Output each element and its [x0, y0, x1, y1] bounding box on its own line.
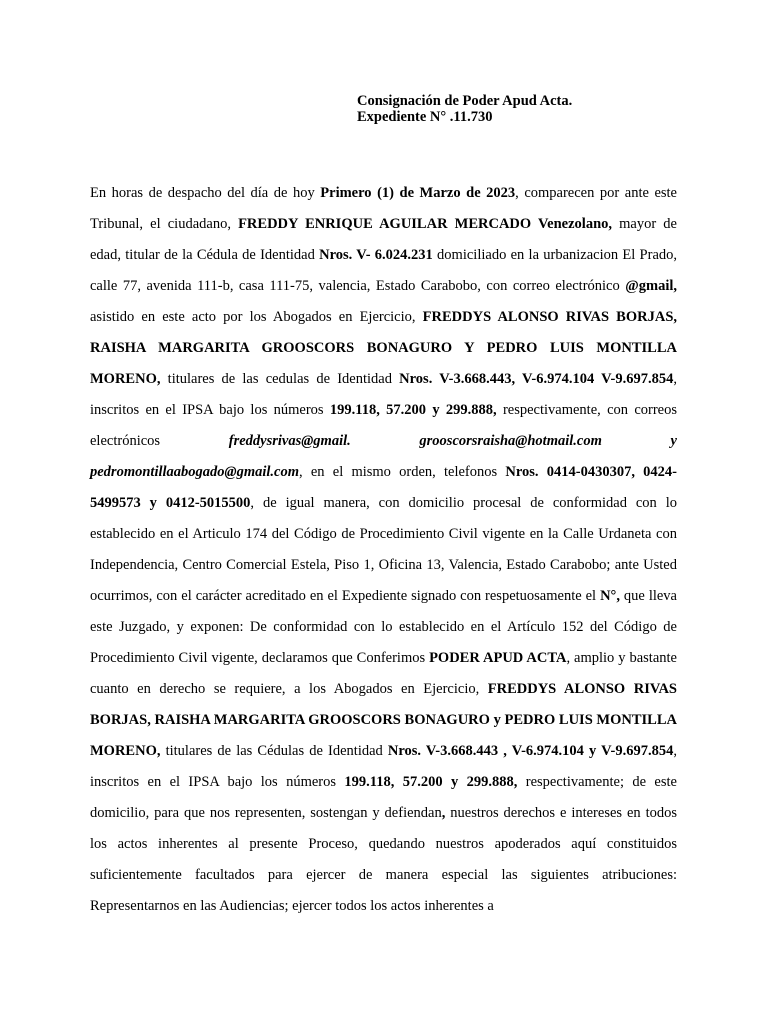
body-party-email: @gmail, [625, 278, 677, 294]
body-segment: asistido en este acto por los Abogados en Ejercicio, [90, 309, 423, 325]
body-segment: titulares de las Cédulas de Identidad [160, 743, 388, 759]
body-lawyer-ids: Nros. V-3.668.443, V-6.974.104 V-9.697.854 [399, 371, 674, 387]
body-lawyer-names-2: FREDDYS ALONSO RIVAS BORJAS, RAISHA MARGARITA GROOSCORS BONAGURO y PEDRO LUIS MONTILLA MORENO, [90, 681, 677, 759]
header-title: Consignación de Poder Apud Acta. [357, 93, 573, 109]
body-ipsa-numbers-2: 199.118, 57.200 y 299.888, [344, 774, 518, 790]
body-phone-numbers: Nros. 0414-0430307, 0424-5499573 y 0412-5015500 [90, 464, 677, 511]
body-ipsa-numbers: 199.118, 57.200 y 299.888, [329, 402, 497, 418]
body-segment: respectivamente; de este domicilio, para que nos representen, sostengan y defiendan [90, 774, 677, 821]
header-expediente: Expediente N° .11.730 [357, 109, 493, 125]
body-segment: , en el mismo orden, telefonos [299, 464, 506, 480]
body-lawyer-emails: freddysrivas@gmail. grooscorsraisha@hotmail.com y pedromontillaabogado@gmail.com [90, 433, 677, 480]
body-lawyer-names: FREDDYS ALONSO RIVAS BORJAS, RAISHA MARGARITA GROOSCORS BONAGURO Y PEDRO LUIS MONTILLA MORENO, [90, 309, 678, 387]
body-segment: En horas de despacho del día de hoy [90, 185, 321, 201]
body-lawyer-ids-2: Nros. V-3.668.443 , V-6.974.104 y V-9.697.854 [387, 743, 674, 759]
document-header [357, 93, 572, 125]
body-segment: titulares de las cedulas de Identidad [160, 371, 400, 387]
body-segment: , comparecen por ante este Tribunal, el ciudadano, [90, 185, 677, 232]
body-segment: respectivamente, con correos electrónicos [90, 402, 677, 449]
body-party-name: FREDDY ENRIQUE AGUILAR MERCADO Venezolano, [238, 216, 613, 232]
body-segment: , amplio y bastante cuanto en derecho se requiere, a los Abogados en Ejercicio, [90, 650, 677, 697]
body-paragraph [90, 178, 677, 922]
body-party-id: Nros. V- 6.024.231 [319, 247, 433, 263]
body-comma: , [441, 805, 446, 821]
body-segment: que lleva este Juzgado, y exponen: De conformidad con lo establecido en el Artículo 152 del Código de Procedimiento Civil vigente, declaramos que Conferimos [90, 588, 677, 666]
body-expediente-number: N°, [600, 588, 620, 604]
body-segment: , inscritos en el IPSA bajo los números [90, 743, 677, 790]
body-segment: nuestros derechos e intereses en todos los actos inherentes al presente Proceso, quedando nuestros apoderados aquí constituidos suficientemente facultados para ejercer de manera especial las siguientes atribuciones: Representarnos en las Audiencias; ejercer todos los actos inherentes a [90, 805, 677, 914]
body-date: Primero (1) de Marzo de 2023 [320, 185, 516, 201]
body-poder-apud-acta: PODER APUD ACTA [429, 650, 567, 666]
body-segment: mayor de edad, titular de la Cédula de Identidad [90, 216, 677, 263]
body-segment: , de igual manera, con domicilio procesal de conformidad con lo establecido en el Articulo 174 del Código de Procedimiento Civil vigente en la Calle Urdaneta con Independencia, Centro Comercial Estela, Piso 1, Oficina 13, Valencia, Estado Carabobo; ante Usted ocurrimos, con el carácter acreditado en el Expediente signado con respetuosamente el [90, 495, 677, 604]
body-segment: , inscritos en el IPSA bajo los números [90, 371, 677, 418]
body-segment: domiciliado en la urbanizacion El Prado, calle 77, avenida 111-b, casa 111-75, valencia, Estado Carabobo, con correo electrónico [90, 247, 678, 294]
